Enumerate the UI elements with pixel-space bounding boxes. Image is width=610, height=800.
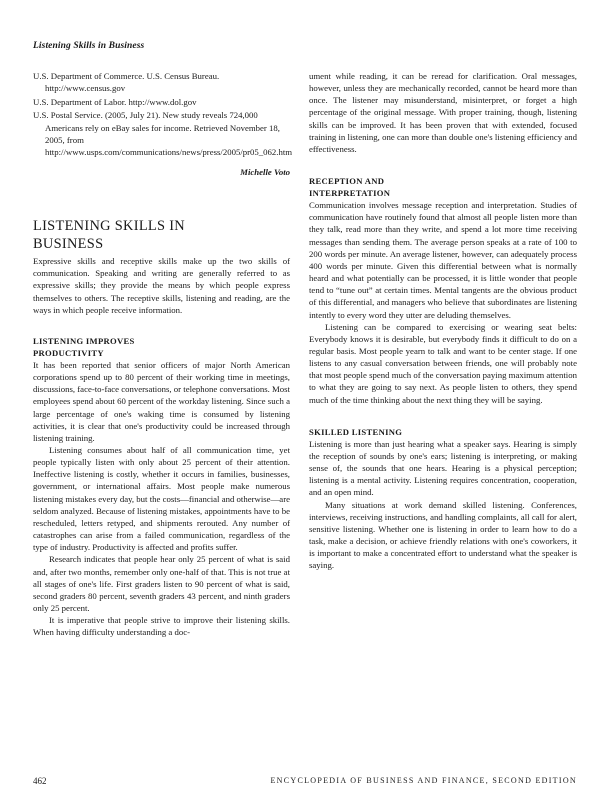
article-title <box>33 218 290 253</box>
section-heading-skilled: SKILLED LISTENING <box>309 426 403 437</box>
paragraph: It has been reported that senior officers of major North American corporations spend up to 80 percent of their working time in meetings, discussions, face-to-face conversations, or telephone conversations. Most employees spend about 60 percent of the workday listening. Since such a large percentage of one's waking time is consumed by listening activities, it is clear that one's productivity could be increased through listening training. <box>33 359 290 443</box>
publication-title: ENCYCLOPEDIA OF BUSINESS AND FINANCE, SECOND EDITION <box>270 776 577 785</box>
running-head: Listening Skills in Business <box>33 41 145 51</box>
page-number: 462 <box>33 776 47 786</box>
paragraph: It is imperative that people strive to improve their listening skills. When having difficulty understanding a doc- <box>33 615 290 638</box>
reference-entry: U.S. Department of Commerce. U.S. Census Bureau. http://www.census.gov <box>33 71 220 94</box>
previous-article-author: Michelle Voto <box>240 167 290 178</box>
reference-entry: U.S. Department of Labor. http://www.dol.gov <box>33 96 197 107</box>
section-heading-line-1: LISTENING IMPROVES <box>33 335 135 346</box>
paragraph: Listening consumes about half of all communication time, yet people typically listen with only about 25 percent of their attention. Ineffective listening is costly, whether it occurs in families, businesses, government, or international affairs. Most people make numerous listening mistakes every day, but the costs—financial and otherwise—are seldom analyzed. Because of listening mistakes, appointments have to be rescheduled, letters retyped, and shipments rerouted. Any number of catastrophes can arise from a failed communication, regardless of the type of industry. Productivity is affected and profits suffer. <box>33 444 290 553</box>
section-heading-line-2: INTERPRETATION <box>309 188 391 199</box>
section-heading-productivity <box>33 335 290 359</box>
left-column <box>33 70 293 638</box>
section-heading-reception <box>309 175 577 199</box>
section-heading-line-2: PRODUCTIVITY <box>33 347 104 358</box>
article-title-line-1: LISTENING SKILLS IN <box>33 218 185 235</box>
right-column <box>309 70 577 571</box>
paragraph: Research indicates that people hear only 25 percent of what is said and, after two months, remember only one-half of that. This is not true at all stages of one's life. First graders listen to 90 percent of what is said, second graders 80 percent, seventh graders 43 percent, and ninth graders only 25 percent. <box>33 554 290 613</box>
paragraph: Communication involves message reception and interpretation. Studies of communication have routinely found that almost all people listen more than they talk, read more than they write, and spend a lot more time receiving messages than sending them. The average person speaks at a rate of 100 to 200 words per minute. An average listener, however, can adequately process 400 words per minute. Given this differential between what is normally heard and what potentially can be processed, it is little wonder that people tend to “tune out” at certain times. Mental tangents are the obvious product of this differential, and managers who believe that subordinates are listening intently to every word they utter are deluding themselves. <box>309 200 577 320</box>
paragraph: Listening can be compared to exercising or wearing seat belts: Everybody knows it is desirable, but everybody finds it difficult to do on a regular basis. Most people yearn to talk and want to be center stage. If one listens to any casual conversation between friends, one will probably note that most people spend much of the conversation paying maximum attention to what they are going to say next. As people listen to others, they spend much of the time thinking about the next thing they will be saying. <box>309 321 577 405</box>
section-heading-line-1: RECEPTION AND <box>309 176 385 187</box>
paragraph: Many situations at work demand skilled listening. Conferences, interviews, receiving instructions, and handling complaints, all call for alert, sensitive listening. Whether one is listening in order to learn how to do a task, make a decision, or achieve friendly relations with one's coworkers, it is important to make a concentrated effort to understand what the speaker is saying. <box>309 499 577 571</box>
paragraph: Listening is more than just hearing what a speaker says. Hearing is simply the reception of sounds by one's ears; listening is interpreting, or making sense of, the sounds that one hears. Hearing is a physical perception; listening is a mental activity. Listening requires concentration, cooperation, and an open mind. <box>309 438 577 498</box>
reference-entry: U.S. Postal Service. (2005, July 21). New study reveals 724,000 Americans rely on eBay sales for income. Retrieved November 18, 2005, from http://www.usps.com/communications/news/press/2005/pr05_062.htm <box>33 110 293 157</box>
paragraph-continued: ument while reading, it can be reread for clarification. Oral messages, however, unless they are mechanically recorded, cannot be heard more than once. The listener may misunderstand, misinterpret, or forget a high percentage of the original message. With proper training, though, listening skills can be improved. It has been proven that with extended, focused training in listening, one can more than double one's listening efficiency and effectiveness. <box>309 71 577 154</box>
article-title-line-2: BUSINESS <box>33 235 104 252</box>
intro-paragraph: Expressive skills and receptive skills make up the two skills of communication. Speaking and writing are generally referred to as expressive skills; they provide the means by which people express themselves to others. The receptive skills, listening and reading, are the ways in which people receive information. <box>33 256 290 315</box>
